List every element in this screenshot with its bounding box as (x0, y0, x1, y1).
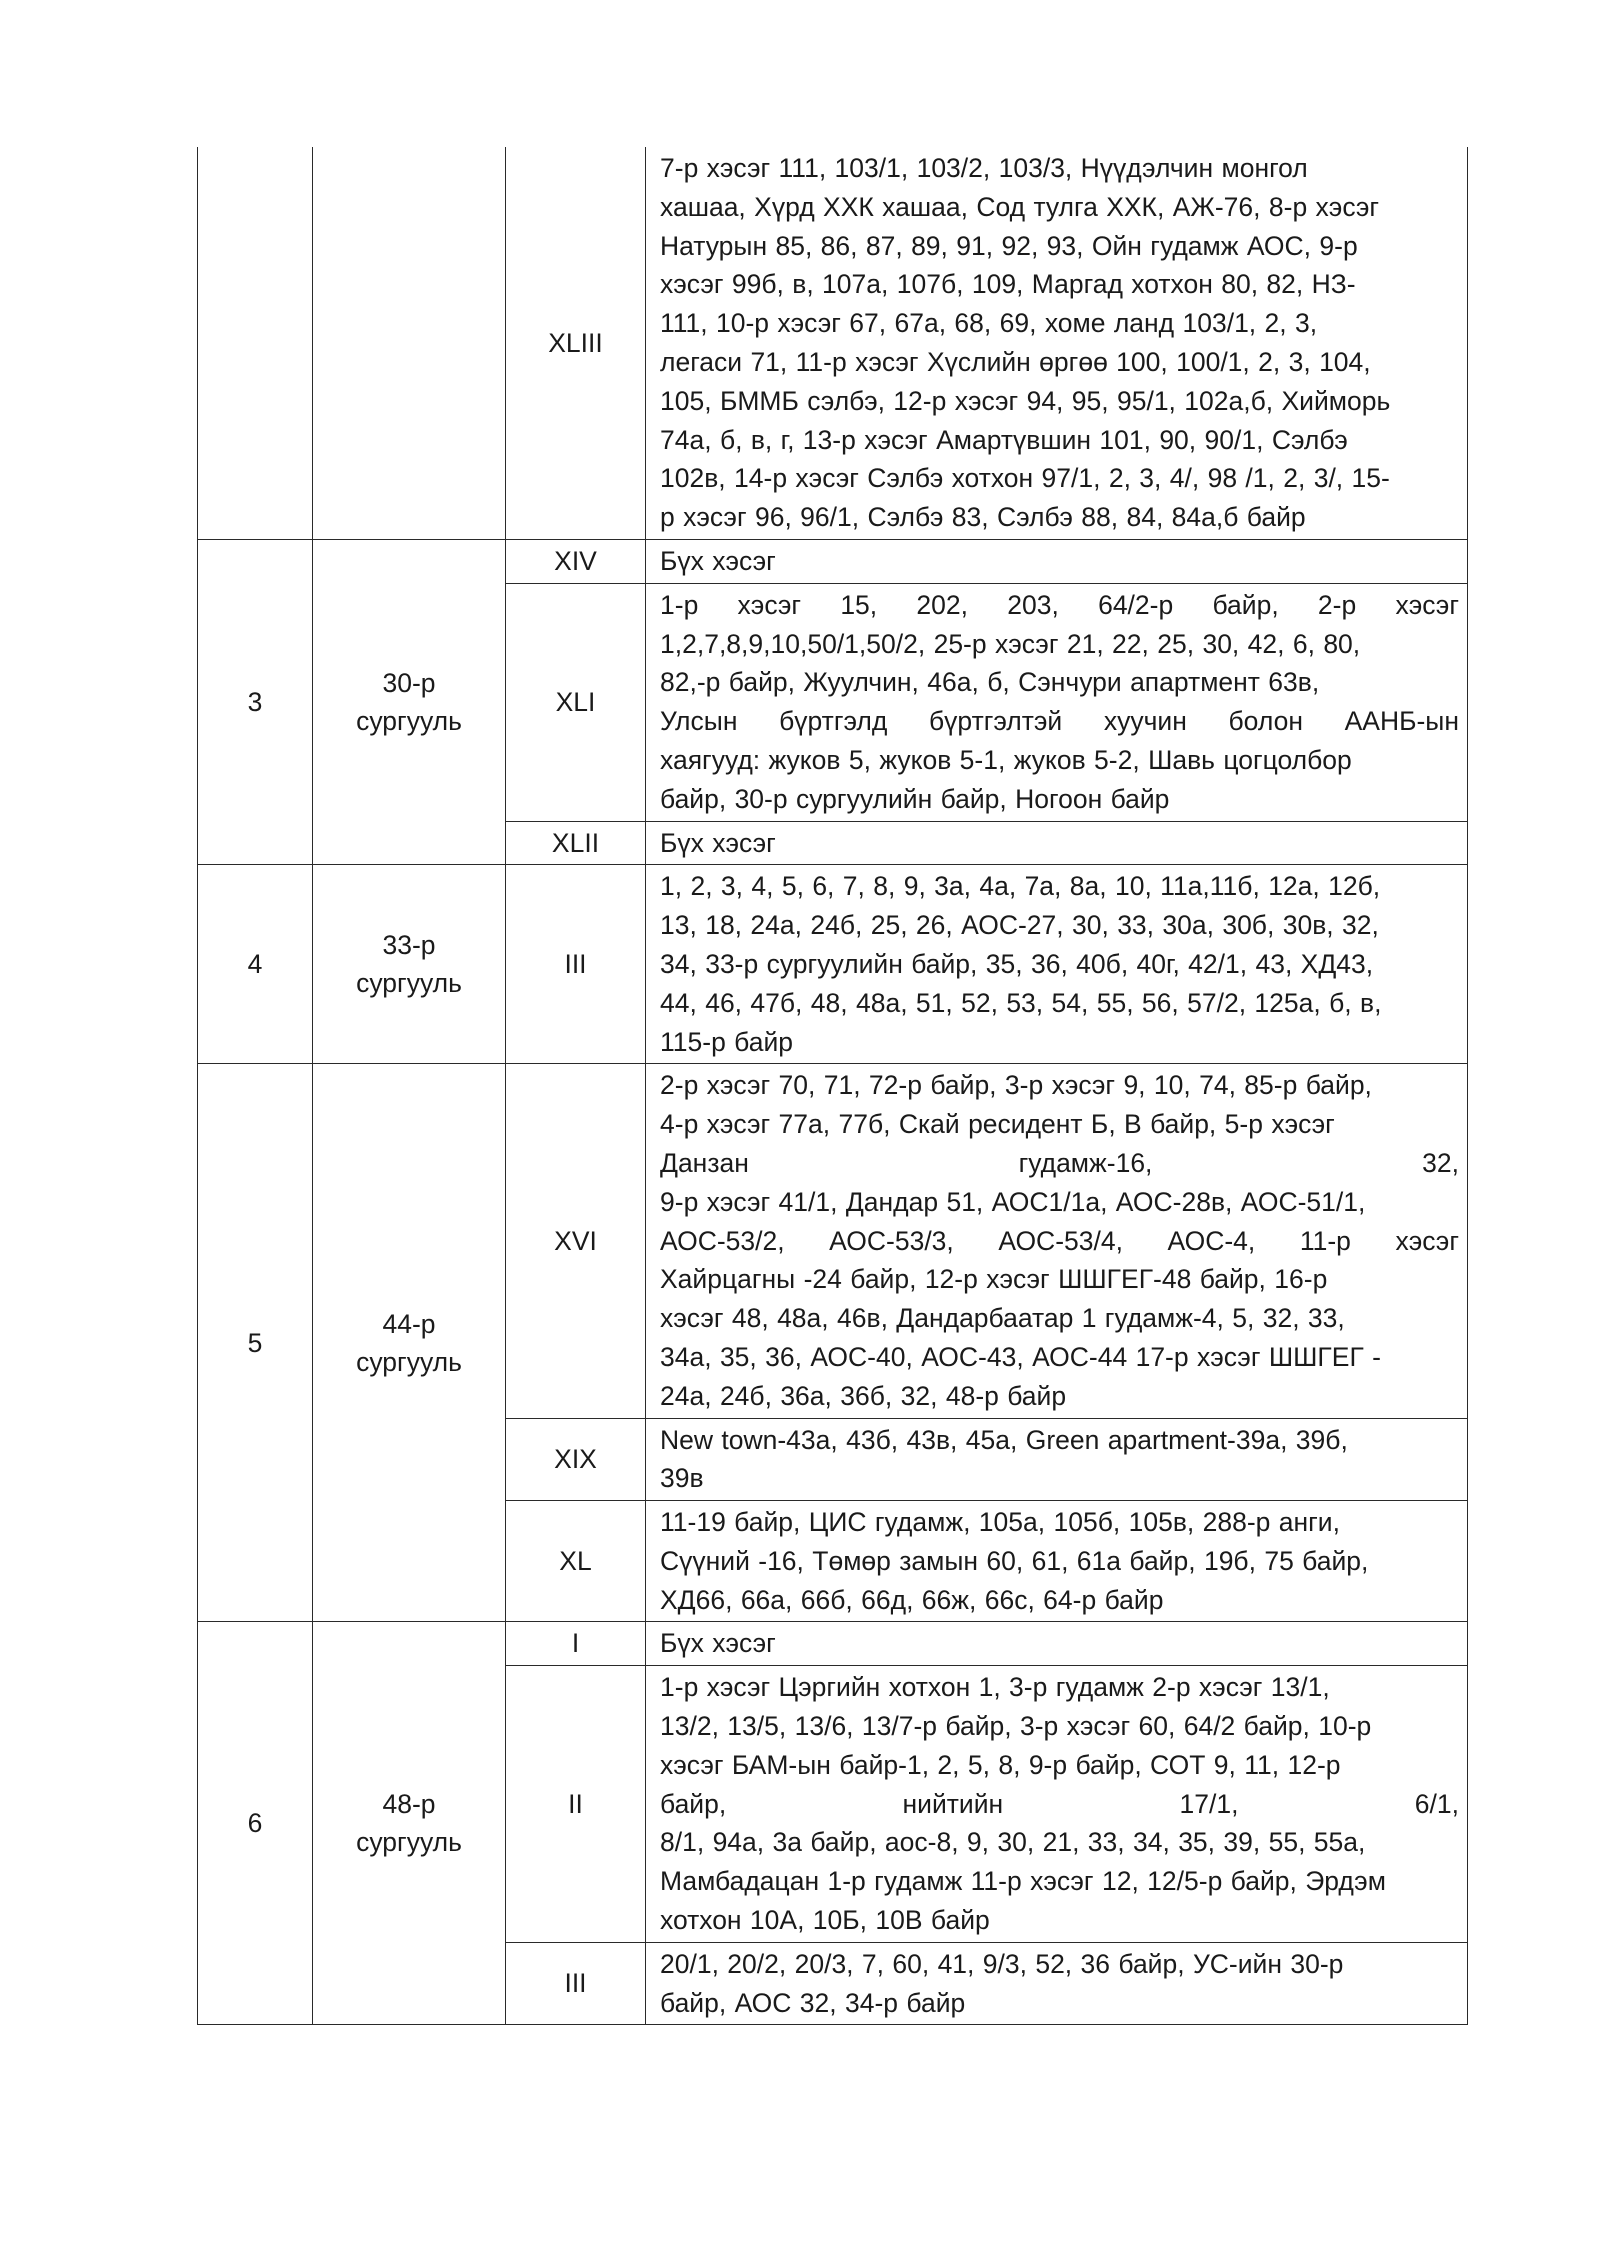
address-line: 111, 10-р хэсэг 67, 67а, 68, 69, хоме ланд 103/1, 2, 3, (660, 308, 1318, 339)
address-line: Данзан гудамж-16, 32, (660, 1147, 1459, 1178)
school-cell-continued (313, 147, 506, 539)
address-line: 20/1, 20/2, 20/3, 7, 60, 41, 9/3, 52, 36 байр, УС-ийн 30-р (660, 1948, 1344, 1979)
address-cell (646, 147, 1468, 539)
address-line: р хэсэг 96, 96/1, Сэлбэ 83, Сэлбэ 88, 84, 84а,б байр (660, 502, 1306, 533)
khoroo-cell: XLII (506, 821, 646, 865)
table-row (198, 1064, 1468, 1418)
address-line: 2-р хэсэг 70, 71, 72-р байр, 3-р хэсэг 9, 10, 74, 85-р байр, (660, 1070, 1372, 1101)
address-line: ХД66, 66а, 66б, 66д, 66ж, 66с, 64-р байр (660, 1584, 1164, 1615)
address-line: Натурын 85, 86, 87, 89, 91, 92, 93, Ойн гудамж АОС, 9-р (660, 230, 1358, 261)
address-line: 115-р байр (660, 1026, 794, 1057)
address-line: Мамбадацан 1-р гудамж 11-р хэсэг 12, 12/5-р байр, Эрдэм (660, 1866, 1386, 1897)
address-cell (646, 583, 1468, 821)
address-line: 1,2,7,8,9,10,50/1,50/2, 25-р хэсэг 21, 22, 25, 30, 42, 6, 80, (660, 628, 1361, 659)
khoroo-cell: XLI (506, 583, 646, 821)
row-number-cell: 5 (198, 1064, 313, 1622)
address-line: 24а, 24б, 36а, 36б, 32, 48-р байр (660, 1380, 1067, 1411)
address-line: 44, 46, 47б, 48, 48а, 51, 52, 53, 54, 55, 56, 57/2, 125а, б, в, (660, 987, 1382, 1018)
address-line: 4-р хэсэг 77а, 77б, Скай ресидент Б, В байр, 5-р хэсэг (660, 1109, 1335, 1140)
address-line: хаягууд: жуков 5, жуков 5-1, жуков 5-2, Шавь цогцолбор (660, 744, 1352, 775)
address-line: байр, АОС 32, 34-р байр (660, 1987, 966, 2018)
address-line: 74а, б, в, г, 13-р хэсэг Амартүвшин 101, 90, 90/1, Сэлбэ (660, 424, 1348, 455)
district-school-table (197, 147, 1468, 2025)
address-line: 105, БММБ сэлбэ, 12-р хэсэг 94, 95, 95/1, 102а,б, Хийморь (660, 385, 1391, 416)
khoroo-cell: III (506, 865, 646, 1064)
address-cell (646, 821, 1468, 865)
address-line: 11-19 байр, ЦИС гудамж, 105а, 105б, 105в, 288-р анги, (660, 1507, 1340, 1538)
address-cell (646, 1064, 1468, 1418)
address-line: 7-р хэсэг 111, 103/1, 103/2, 103/3, Нүүдэлчин монгол (660, 153, 1308, 183)
address-line: хашаа, Хүрд ХХК хашаа, Сод тулга ХХК, АЖ-76, 8-р хэсэг (660, 191, 1380, 222)
school-cell (313, 865, 506, 1064)
khoroo-cell: II (506, 1666, 646, 1943)
address-line: 34а, 35, 36, АОС-40, АОС-43, АОС-44 17-р хэсэг ШШГЕГ - (660, 1341, 1381, 1372)
address-line: 9-р хэсэг 41/1, Дандар 51, АОС1/1а, АОС-28в, АОС-51/1, (660, 1186, 1366, 1217)
row-number-cell: 4 (198, 865, 313, 1064)
khoroo-cell: XL (506, 1501, 646, 1622)
khoroo-cell: XIV (506, 539, 646, 583)
school-name: 30-р (382, 668, 436, 699)
address-line: хэсэг 99б, в, 107а, 107б, 109, Маргад хотхон 80, 82, НЗ- (660, 269, 1356, 300)
school-label: сургууль (356, 1827, 462, 1858)
address-line: хэсэг 48, 48а, 46в, Дандарбаатар 1 гудамж-4, 5, 32, 33, (660, 1303, 1345, 1334)
address-cell (646, 1418, 1468, 1501)
address-line: АОС-53/2, АОС-53/3, АОС-53/4, АОС-4, 11-р хэсэг (660, 1225, 1459, 1256)
school-cell (313, 539, 506, 864)
row-number-cell: 6 (198, 1622, 313, 2025)
address-line: Бүх хэсэг (660, 545, 776, 576)
address-line: байр, 30-р сургуулийн байр, Ногоон байр (660, 783, 1170, 814)
address-line: 13/2, 13/5, 13/6, 13/7-р байр, 3-р хэсэг 60, 64/2 байр, 10-р (660, 1711, 1372, 1742)
address-line: Сүүний -16, Төмөр замын 60, 61, 61а байр, 19б, 75 байр, (660, 1545, 1369, 1576)
address-line: байр, нийтийн 17/1, 6/1, (660, 1788, 1459, 1819)
address-cell (646, 539, 1468, 583)
school-cell (313, 1064, 506, 1622)
address-line: 13, 18, 24а, 24б, 25, 26, АОС-27, 30, 33, 30а, 30б, 30в, 32, (660, 910, 1379, 941)
table-row (198, 539, 1468, 583)
address-line: 1-р хэсэг Цэргийн хотхон 1, 3-р гудамж 2-р хэсэг 13/1, (660, 1672, 1330, 1703)
address-line: 34, 33-р сургуулийн байр, 35, 36, 40б, 40г, 42/1, 43, ХД43, (660, 948, 1374, 979)
address-line: Улсын бүртгэлд бүртгэлтэй хуучин болон ААНБ-ын (660, 706, 1459, 737)
address-line: Бүх хэсэг (660, 1628, 776, 1659)
address-line: хотхон 10А, 10Б, 10В байр (660, 1905, 990, 1936)
address-cell (646, 1501, 1468, 1622)
row-number-cell: 3 (198, 539, 313, 864)
address-line: Бүх хэсэг (660, 827, 776, 858)
school-label: сургууль (356, 968, 462, 999)
khoroo-cell: XIX (506, 1418, 646, 1501)
address-cell (646, 1666, 1468, 1943)
khoroo-cell: XVI (506, 1064, 646, 1418)
address-line: 82,-р байр, Жуулчин, 46а, б, Сэнчури апартмент 63в, (660, 667, 1320, 698)
address-line: New town-43а, 43б, 43в, 45а, Green apartment-39а, 39б, (660, 1424, 1348, 1455)
khoroo-cell: III (506, 1942, 646, 2025)
table-row (198, 865, 1468, 1064)
address-line: 1, 2, 3, 4, 5, 6, 7, 8, 9, 3а, 4а, 7а, 8а, 10, 11а,11б, 12а, 12б, (660, 871, 1381, 902)
table-row (198, 147, 1468, 539)
address-cell (646, 865, 1468, 1064)
address-cell (646, 1622, 1468, 1666)
khoroo-cell: XLIII (506, 147, 646, 539)
school-name: 48-р (382, 1789, 436, 1820)
address-line: 1-р хэсэг 15, 202, 203, 64/2-р байр, 2-р хэсэг (660, 589, 1459, 620)
address-line: хэсэг БАМ-ын байр-1, 2, 5, 8, 9-р байр, СОТ 9, 11, 12-р (660, 1749, 1341, 1780)
khoroo-cell: I (506, 1622, 646, 1666)
school-cell (313, 1622, 506, 2025)
address-line: 39в (660, 1463, 704, 1494)
row-number-cell-continued (198, 147, 313, 539)
address-line: 102в, 14-р хэсэг Сэлбэ хотхон 97/1, 2, 3, 4/, 98 /1, 2, 3/, 15- (660, 463, 1390, 494)
table-row (198, 1622, 1468, 1666)
school-label: сургууль (356, 706, 462, 737)
address-line: легаси 71, 11-р хэсэг Хүслийн өргөө 100, 100/1, 2, 3, 104, (660, 346, 1371, 377)
school-label: сургууль (356, 1346, 462, 1377)
address-cell (646, 1942, 1468, 2025)
address-line: 8/1, 94а, 3а байр, аос-8, 9, 30, 21, 33, 34, 35, 39, 55, 55а, (660, 1827, 1366, 1858)
school-name: 33-р (382, 930, 436, 961)
address-line: Хайрцагны -24 байр, 12-р хэсэг ШШГЕГ-48 байр, 16-р (660, 1264, 1328, 1295)
school-name: 44-р (382, 1308, 436, 1339)
